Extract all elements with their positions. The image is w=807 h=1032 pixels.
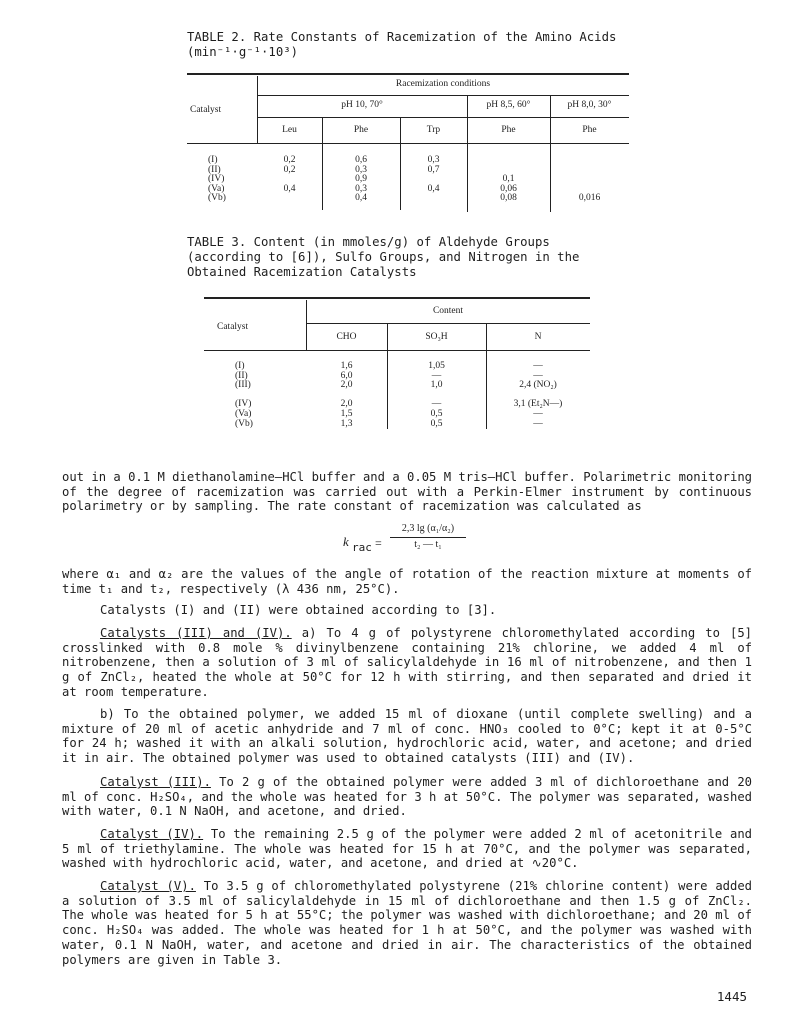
paragraph-6 <box>62 775 752 819</box>
table2-rule-2 <box>257 117 629 118</box>
table2-col-leu: Leu <box>282 125 297 135</box>
table2-header-top: Racemization conditions <box>395 79 491 89</box>
table2-col-phe3: Phe <box>582 125 597 135</box>
paragraph-4-body: a) To 4 g of polystyrene chloromethylated according to [5] crosslinked with 0.8 mole % divinylbenzene containing 21% chlorine, we added 4 ml of nitrobenzene, then a solution of 3 ml of salicylaldehyde in 16 ml of nitrobenzene, and then 1 g of ZnCl₂, heated the whole at 50°C for 12 h with stirring, and then separated and dried it at room temperature. <box>62 626 752 699</box>
table3-so3h-values: 1,05 — 1,0 — 0,5 0,5 <box>428 361 445 429</box>
paragraph-6-heading: Catalyst (III). <box>100 775 211 789</box>
paragraph-4 <box>62 626 752 700</box>
paragraph-8 <box>62 879 752 967</box>
table2-col-phe2: Phe <box>501 125 516 135</box>
paragraph-8-heading: Catalyst (V). <box>100 879 196 893</box>
paragraph-7-body: To the remaining 2.5 g of the polymer were added 2 ml of acetonitrile and 5 ml of triethylamine. The whole was heated for 15 h at 70°C, and the polymer was separated, washed with hydrochloric acid, water, and acetone, and dried at ∿20°C. <box>62 827 752 871</box>
table2-leu-values: 0,2 0,2 0,4 <box>283 155 296 194</box>
formula-eq: = <box>375 536 382 550</box>
table3-cho-values: 1,6 6,0 2,0 2,0 1,5 1,3 <box>340 361 353 429</box>
paragraph-7-heading: Catalyst (IV). <box>100 827 204 841</box>
table3-top-rule <box>204 297 590 299</box>
table2-catalyst-label: Catalyst <box>190 105 222 115</box>
table2-top-rule <box>187 73 629 75</box>
table3-catalysts: (I) (II) (III) (IV) (Va) (Vb) <box>235 361 253 429</box>
formula-k: k <box>343 534 349 549</box>
table2-trp-values: 0,3 0,7 0,4 <box>427 155 440 194</box>
table2-caption-line2: (min⁻¹·g⁻¹·10³) <box>187 45 299 59</box>
formula-denominator: t₂ — t₁ <box>414 539 442 550</box>
table2-rule-3 <box>187 143 629 144</box>
table2-phe3-values: 0,016 <box>578 193 601 204</box>
table3-col-so3h: SO₃H <box>425 332 448 342</box>
formula-numerator: 2,3 lg (α₁/α₂) <box>401 523 455 534</box>
table2-rule-1 <box>257 95 629 96</box>
table2-phe2-values: 0,1 0,06 0,08 <box>500 174 517 204</box>
table3-col-cho: CHO <box>336 332 357 342</box>
table2-catalysts: (I) (II) (IV) (Va) (Vb) <box>208 155 226 204</box>
formula-sub: rac <box>352 541 372 554</box>
paragraph-5: b) To the obtained polymer, we added 15 ml of dioxane (until complete swelling) and a mixture of 20 ml of acetic anhydride and 7 ml of conc. HNO₃ cooled to 0°C; kept it at 0-5°C for 24 h; washed it with an alkali solution, hydrochloric acid, water, and acetone; and dried it in air. The obtained polymer was used to obtained catalysts (III) and (IV). <box>62 707 752 766</box>
table2-cond1: pH 10, 70° <box>341 100 383 110</box>
paragraph-6-body: To 2 g of the obtained polymer were added 3 ml of dichloroethane and 20 ml of conc. H₂SO₄, and the whole was heated for 3 h at 50°C. The polymer was separated, washed with water, 0.1 N NaOH, and acetone, and dried. <box>62 775 752 819</box>
paragraph-2: where α₁ and α₂ are the values of the angle of rotation of the reaction mixture at moments of time t₁ and t₂, respectively (λ 436 nm, 25°C). <box>62 567 752 596</box>
page-number: 1445 <box>716 989 747 1004</box>
table3-rule-2 <box>204 350 590 351</box>
table3-caption: TABLE 3. Content (in mmoles/g) of Aldehyde Groups (according to [6]), Sulfo Groups, and Nitrogen in the Obtained Racemization Catalysts <box>187 235 580 279</box>
paragraph-4-heading: Catalysts (III) and (IV). <box>100 626 292 640</box>
table3-rule-1 <box>306 323 590 324</box>
table2-caption-line1: TABLE 2. Rate Constants of Racemization of the Amino Acids <box>187 30 617 44</box>
table2-phe1-values: 0,6 0,3 0,9 0,3 0,4 <box>355 155 367 204</box>
paragraph-7 <box>62 827 752 871</box>
paragraph-3: Catalysts (I) and (II) were obtained according to [3]. <box>100 603 497 617</box>
table2-cond3: pH 8,0, 30° <box>567 100 612 110</box>
table2-col-trp: Trp <box>426 125 441 135</box>
table2-cond2: pH 8,5, 60° <box>486 100 531 110</box>
table3-header-top: Content <box>432 306 464 316</box>
table3-catalyst-label: Catalyst <box>217 322 249 332</box>
paragraph-8-body: To 3.5 g of chloromethylated polystyrene (21% chlorine content) were added a solution of 3.5 ml of salicylaldehyde in 15 ml of dichloroethane and then 1.5 g of ZnCl₂. The whole was heated for 5 h at 55°C; the polymer was washed with dichloroethane; and 20 ml of conc. H₂SO₄ was added. The whole was heated for 1 h at 50°C, and the polymer was washed with water, 0.1 N NaOH, water, and acetone and dried in air. The characteristics of the obtained polymers are given in Table 3. <box>62 879 753 967</box>
paragraph-1: out in a 0.1 M diethanolamine—HCl buffer and a 0.05 M tris—HCl buffer. Polarimetric monitoring of the degree of racemization was carried out with a Perkin-Elmer instrument by continuous polarimetry or by sampling. The rate constant of racemization was calculated as <box>62 470 752 514</box>
formula-bar <box>390 537 466 538</box>
table3-n-values: — — 2,4 (NO₂) 3,1 (Et₂N—) — — <box>513 361 563 429</box>
table3-col-n: N <box>534 332 542 342</box>
table2-col-phe1: Phe <box>353 125 369 135</box>
